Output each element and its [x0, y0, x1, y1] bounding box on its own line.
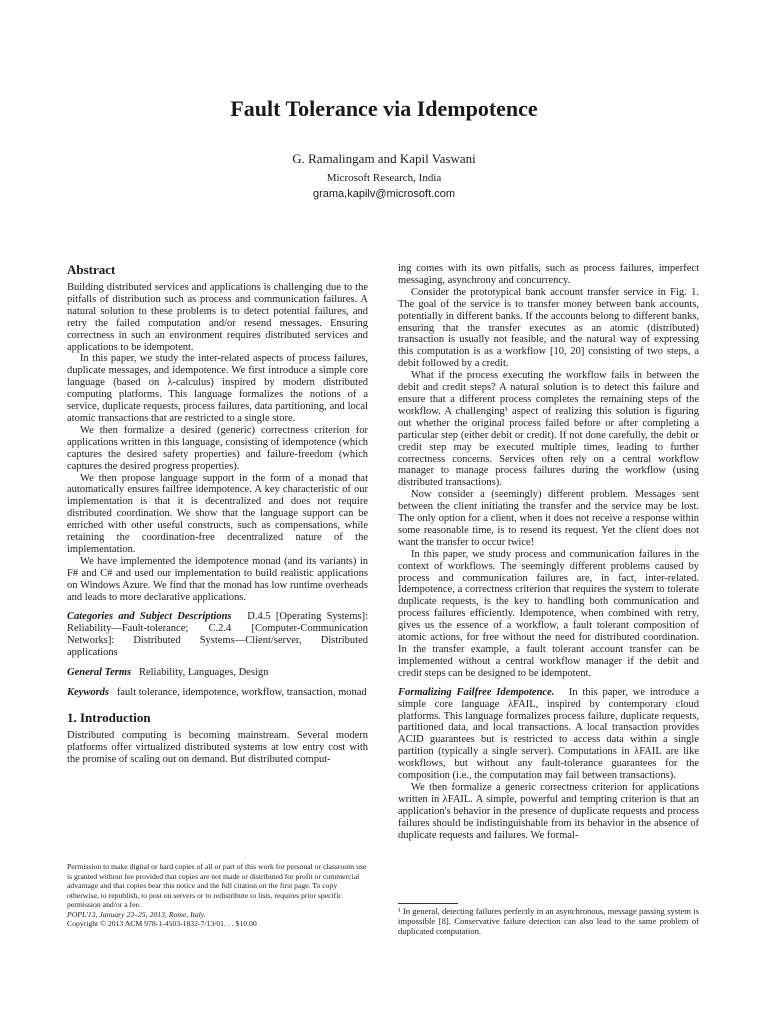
paper-title: Fault Tolerance via Idempotence	[230, 96, 538, 121]
permission-text: Permission to make digital or hard copies of all or part of this work for personal or classroom use is granted without fee provided that copies are not made or distributed for profit or commercial advantage and that copies bear this notice and the full citation on the first page. To copy otherwise, to republish, to post on servers or to redistribute to lists, requires prior specific permission and/or a fee.	[67, 862, 367, 909]
footnote-rule	[398, 903, 458, 904]
paper-email: grama,kapilv@microsoft.com	[313, 188, 455, 200]
abstract-paragraph-4: We then propose language support in the form of a monad that automatically ensures failfree idempotence. A key characteristic of our implementation is that it is decentralized and does not require distributed coordination. We show that the language support can be enriched with other useful constructs, such as compensations, while retaining the coordination-free decentralized nature of the implementation.	[67, 472, 368, 555]
venue-line: POPL'13, January 23–25, 2013, Rome, Italy.	[67, 909, 206, 919]
categories-text: D.4.5 [Operating Systems]: Reliability—Fault-tolerance; C.2.4 [Computer-Communication Networks]: Distributed Systems—Client/server, Distributed applications	[67, 611, 368, 659]
left-column	[67, 263, 368, 766]
body-paragraph-6	[398, 687, 699, 782]
body-paragraph-4: Now consider a (seemingly) different problem. Messages sent between the client initiating the transfer and the service may be lost. The only option for a client, when it does not receive a response within some reasonable time, is to resend its request. Yet the client does not want the transfer to occur twice!	[398, 489, 699, 548]
abstract-paragraph-5: We have implemented the idempotence monad (and its variants) in F# and C# and used our implementation to build realistic applications on Windows Azure. We find that the monad has low runtime overheads and leads to more declarative applications.	[67, 555, 368, 603]
body-paragraph-1: ing comes with its own pitfalls, such as process failures, imperfect messaging, asynchrony and concurrency.	[398, 263, 699, 286]
categories-label: Categories and Subject Descriptions	[67, 611, 232, 623]
categories	[67, 611, 368, 659]
formalizing-text: In this paper, we introduce a simple core language λFAIL, inspired by contemporary cloud platforms. This language formalizes process failure, duplicate requests, partitioned data, and local transactions. A local transaction provides ACID guarantees but is restricted to access data within a single partition (typically a single server). Computations in λFAIL are like workflows, but without any fault-tolerance guarantees for the composition (i.e., the computation may fail between transactions).	[398, 686, 700, 782]
body-paragraph-2: Consider the prototypical bank account transfer service in Fig. 1. The goal of the service is to transfer money between bank accounts, potentially in different banks. If the accounts belong to different banks, ensuring that the transfer executes as an atomic (distributed) transaction is usually not feasible, and the natural way of expressing this computation is as a workflow [10, 20] consisting of two steps, a debit followed by a credit.	[398, 286, 699, 370]
abstract-paragraph-2: In this paper, we study the inter-related aspects of process failures, duplicate messages, and idempotence. We first introduce a simple core language (based on λ-calculus) inspired by modern distributed computing platforms. This language formalizes the notions of a service, duplicate requests, process failures, data partitioning, and local atomic transactions that are restricted to a single store.	[67, 353, 368, 424]
general-terms-text: Reliability, Languages, Design	[138, 667, 269, 679]
abstract-paragraph-3: We then formalize a desired (generic) correctness criterion for applications written in this language, consisting of idempotence (which captures the desired safety properties) and failure-freedom (which captures the desired progress properties).	[67, 424, 368, 472]
footnote: ¹ In general, detecting failures perfectly in an asynchronous, message passing system is impossible [8]. Conservative failure detection can also lead to the same problem of duplicated computation.	[398, 906, 699, 936]
paper-authors: G. Ramalingam and Kapil Vaswani	[292, 151, 476, 166]
paper-affiliation: Microsoft Research, India	[326, 172, 442, 184]
permission-notice	[67, 862, 368, 929]
body-paragraph-3: What if the process executing the workflow fails in between the debit and credit steps? A natural solution is to detect this failure and ensure that a different process completes the remaining steps of the workflow. A challenging¹ aspect of realizing this solution is figuring out whether the original process failed before or after completing a particular step (either debit or credit). If not done carefully, the debit or credit step may be executed multiple times, leading to further correctness concerns. Services often rely on a central workflow manager to manage process failures during the workflow (using distributed transactions).	[398, 370, 699, 489]
introduction-paragraph: Distributed computing is becoming mainstream. Several modern platforms offer virtualized distributed systems at low entry cost with the promise of scaling out on demand. But distributed comput-	[67, 729, 368, 765]
general-terms	[67, 667, 368, 679]
right-column	[398, 263, 699, 842]
general-terms-label: General Terms	[67, 667, 132, 679]
abstract-paragraph-1: Building distributed services and applications is challenging due to the pitfalls of distribution such as process and communication failures. A natural solution to these problems is to detect potential failures, and retry the failed computation and/or resend messages. Ensuring correctness in such an environment requires distributed services and applications to be idempotent.	[67, 282, 368, 353]
abstract-heading: Abstract	[67, 262, 116, 277]
keywords	[67, 687, 368, 699]
body-paragraph-7: We then formalize a generic correctness criterion for applications written in λFAIL. A simple, powerful and tempting criterion is that an application's behavior in the presence of duplicate requests and process failures should be indistinguishable from its behavior in the absence of duplicate requests and failures. We formal-	[398, 781, 699, 841]
introduction-heading: 1. Introduction	[67, 709, 151, 725]
keywords-text: fault tolerance, idempotence, workflow, transaction, monad	[116, 687, 367, 698]
formalizing-label: Formalizing Failfree Idempotence.	[398, 686, 555, 698]
copyright-line: Copyright © 2013 ACM 978-1-4503-1832-7/13/01. . . $10.00	[67, 919, 257, 928]
body-paragraph-5: In this paper, we study process and communication failures in the context of workflows. The seemingly different problems caused by process and communication failures are, in fact, inter-related. Idempotence, a correctness criterion that requires the system to tolerate duplicate requests, is the key to handling both communication and process failures efficiently. Idempotence, when combined with retry, gives us the essence of a workflow, a fault tolerant composition of atomic actions, for free without the need for distributed coordination. In the transfer example, a fault tolerant account transfer can be implemented without a central workflow manager if the debit and credit steps can be designed to be idempotent.	[398, 548, 699, 679]
keywords-label: Keywords	[67, 687, 109, 698]
